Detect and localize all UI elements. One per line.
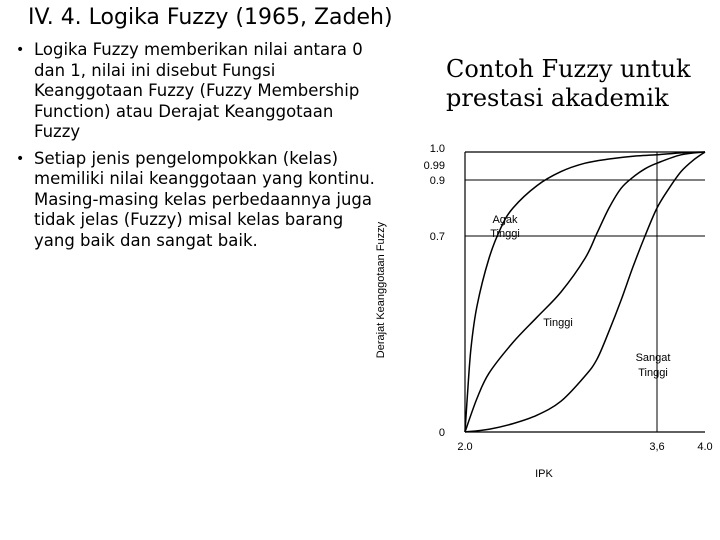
- series-lines: [465, 152, 705, 432]
- chart-caption: Contoh Fuzzy untuk prestasi akademik: [446, 55, 691, 112]
- series-line-sangat-tinggi: [465, 152, 705, 432]
- x-tick-label: 2.0: [457, 441, 473, 453]
- series-annotation: Agak: [492, 214, 518, 226]
- reference-lines: [465, 152, 705, 432]
- x-axis-label: IPK: [535, 468, 553, 480]
- bullet-icon: •: [16, 42, 25, 58]
- series-annotation: Tinggi: [543, 317, 573, 329]
- slide-title: IV. 4. Logika Fuzzy (1965, Zadeh): [28, 5, 393, 30]
- series-annotation: Tinggi: [490, 228, 520, 240]
- bullet-list: [10, 40, 380, 257]
- series-annotation: Tinggi: [638, 367, 668, 379]
- series-line-tinggi: [465, 152, 705, 432]
- bullet-text: Logika Fuzzy memberikan nilai antara 0 dan 1, nilai ini disebut Fungsi Keanggotaan Fuzzy (Fuzzy Membership Function) atau Derajat Keanggotaan Fuzzy: [34, 40, 363, 141]
- y-tick-label: 1.0: [429, 143, 445, 155]
- x-tick-label: 3,6: [649, 441, 665, 453]
- axes: [465, 152, 705, 432]
- y-tick-label: 0.9: [429, 175, 445, 187]
- membership-chart: [360, 135, 720, 485]
- bullet-text: Setiap jenis pengelompokkan (kelas) memiliki nilai keanggotaan yang kontinu. Masing-masing kelas perbedaannya juga tidak jelas (Fuzzy) misal kelas barang yang baik dan sangat baik.: [34, 148, 375, 250]
- x-tick-label: 4.0: [697, 441, 713, 453]
- series-annotation: Sangat: [635, 352, 671, 364]
- y-tick-label: 0: [438, 427, 445, 439]
- bullet-item: [10, 149, 380, 252]
- bullet-item: [10, 40, 380, 143]
- y-tick-label: 0.99: [423, 159, 445, 172]
- y-tick-label: 0.7: [429, 231, 445, 243]
- bullet-icon: •: [16, 150, 25, 167]
- series-line-agak-tinggi: [465, 152, 705, 432]
- y-axis-label: Derajat Keanggotaan Fuzzy: [375, 221, 387, 359]
